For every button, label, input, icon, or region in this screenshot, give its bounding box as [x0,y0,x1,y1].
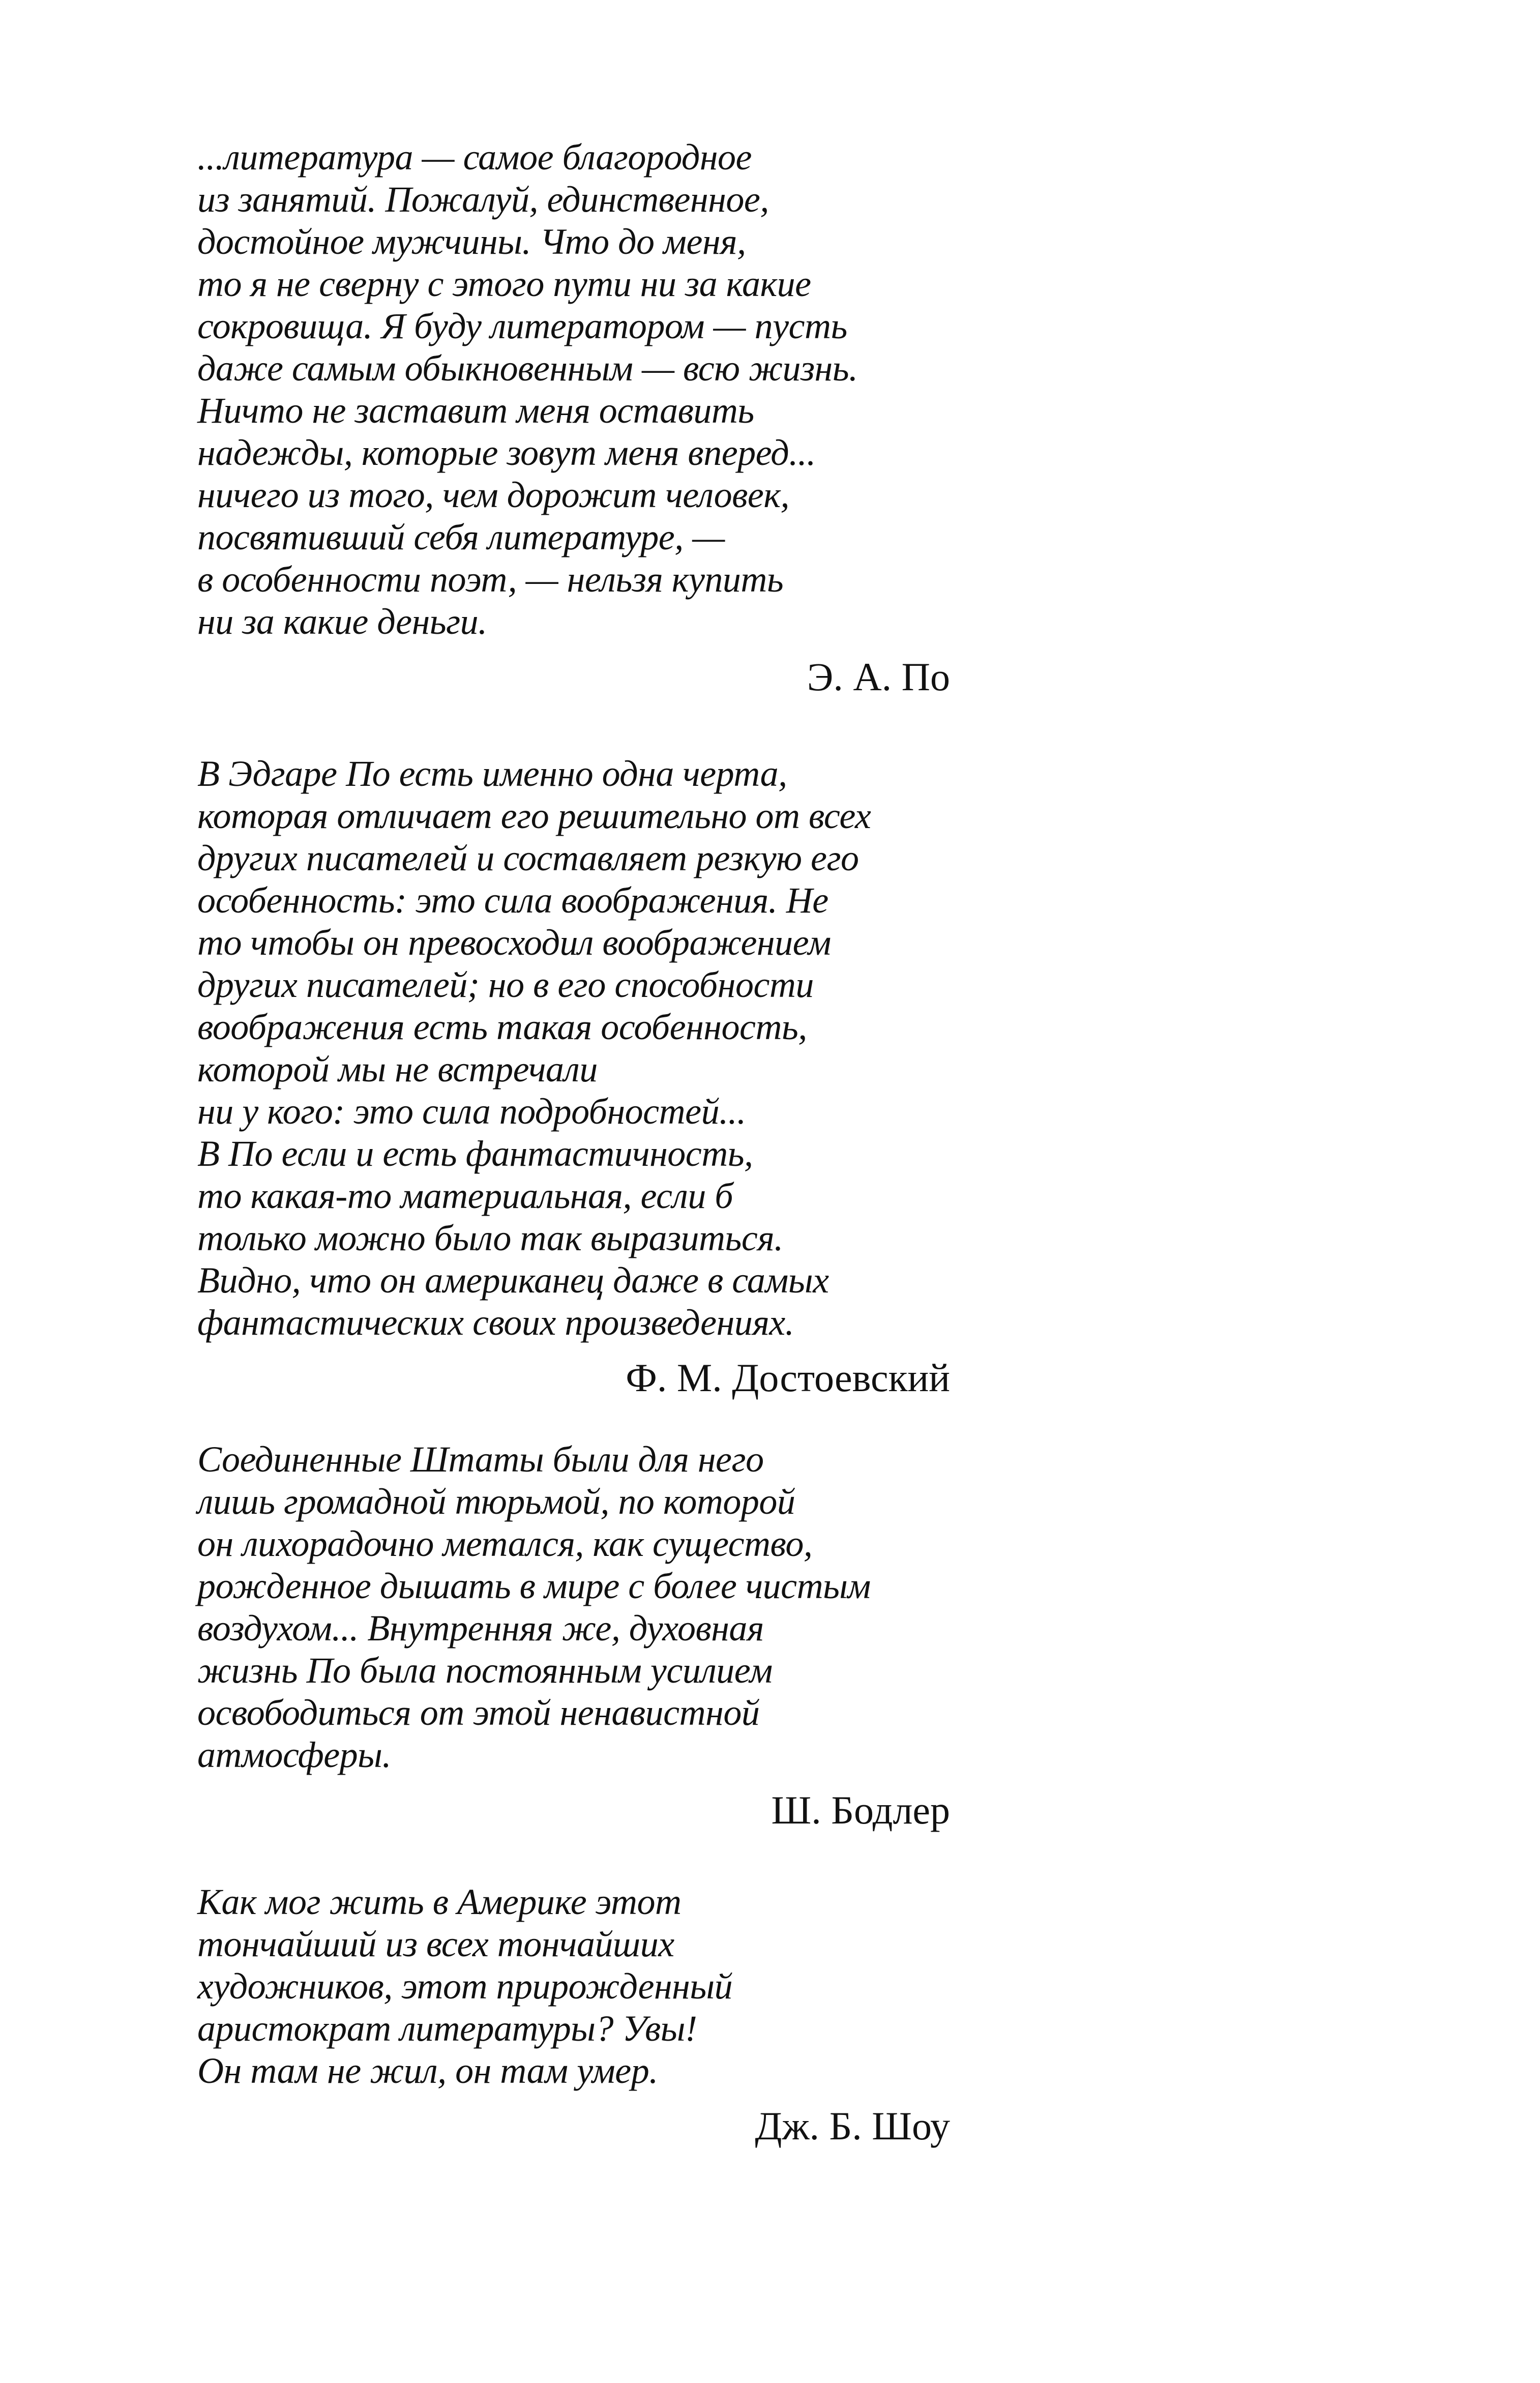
quote-line: других писателей и составляет резкую его [197,838,859,878]
quote-line: Видно, что он американец даже в самых [197,1260,829,1301]
epigraph-shaw [197,1881,950,2149]
quote-line: ничего из того, чем дорожит человек, [197,475,790,515]
quote-line: В Эдгаре По есть именно одна черта, [197,753,787,794]
quote-line: особенность: это сила воображения. Не [197,880,828,921]
epigraph-dostoevsky [197,753,950,1401]
quote-line: Он там не жил, он там умер. [197,2050,658,2091]
quote-line: сокровища. Я буду литератором — пусть [197,306,847,346]
quote-line: ...литература — самое благородное [197,137,752,178]
epigraph-author: Дж. Б. Шоу [755,2104,950,2148]
quote-line: из занятий. Пожалуй, единственное, [197,179,769,220]
quote-line: то какая-то материальная, если б [197,1175,733,1216]
quote-line: он лихорадочно метался, как существо, [197,1523,813,1564]
quote-line: жизнь По была постоянным усилием [197,1650,773,1691]
quote-line: лишь громадной тюрьмой, по которой [197,1481,795,1522]
quote-line: только можно было так выразиться. [197,1218,783,1258]
quote-line: Ничто не заставит меня оставить [197,390,754,431]
quote-line: художников, этот прирожденный [197,1966,733,2007]
epigraph-author: Ш. Бодлер [771,1788,950,1832]
quote-line: то чтобы он превосходил воображением [197,922,831,963]
epigraph-author: Ф. М. Достоевский [626,1356,950,1400]
quote-line: В По если и есть фантастичность, [197,1133,753,1174]
quote-line: рожденное дышать в мире с более чистым [197,1566,871,1606]
quote-line: воздухом... Внутренняя же, духовная [197,1608,764,1649]
epigraph-poe [197,136,950,700]
quote-line: аристократ литературы? Увы! [197,2008,697,2049]
quote-line: фантастических своих произведениях. [197,1302,794,1343]
quote-line: атмосферы. [197,1734,391,1775]
quote-line: которой мы не встречали [197,1049,598,1090]
quote-line: Соединенные Штаты были для него [197,1439,764,1480]
quote-line: в особенности поэт, — нельзя купить [197,559,784,600]
epigraph-author: Э. А. По [807,655,950,699]
quote-line: достойное мужчины. Что до меня, [197,221,746,262]
quote-line: ни за какие деньги. [197,601,487,642]
quote-line: воображения есть такая особенность, [197,1007,807,1047]
quote-line: то я не сверну с этого пути ни за какие [197,263,811,304]
epigraph-baudelaire [197,1438,950,1833]
quote-line: даже самым обыкновенным — всю жизнь. [197,348,858,389]
quote-line: ни у кого: это сила подробностей... [197,1091,746,1132]
quote-line: надежды, которые зовут меня вперед... [197,432,816,473]
quote-line: тончайший из всех тончайших [197,1924,674,1964]
quote-line: Как мог жить в Америке этот [197,1881,682,1922]
quote-line: других писателей; но в его способности [197,964,814,1005]
quote-line: освободиться от этой ненавистной [197,1692,760,1733]
quote-line: посвятивший себя литературе, — [197,517,725,557]
quote-line: которая отличает его решительно от всех [197,796,871,836]
